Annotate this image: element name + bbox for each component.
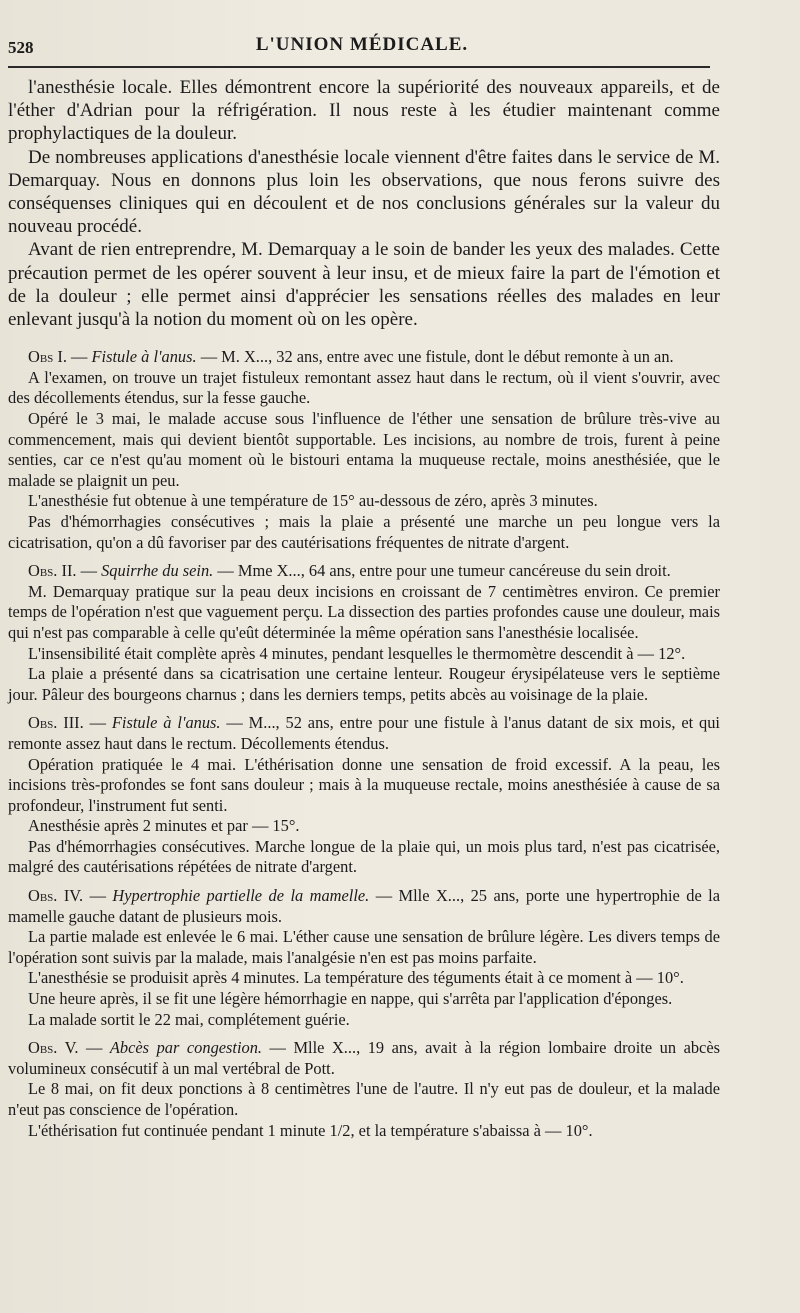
observation-paragraph: Anesthésie après 2 minutes et par — 15°. <box>28 816 300 836</box>
observation-number: Obs. II. <box>28 561 77 581</box>
observation-heading: Obs. IV. — Hypertrophie partielle de la mamelle. — Mlle X..., 25 ans, porte une hypertrophie de la mamelle gauche datant de plusieurs mois. <box>8 886 721 926</box>
intro-paragraph: l'anesthésie locale. Elles démontrent encore la supériorité des nouveaux appareils, et de l'éther d'Adrian pour la réfrigération. Il nous reste à les étudier maintenant comme prophylactiques de la douleur. <box>8 77 720 145</box>
observation-heading: Obs. V. — Abcès par congestion. — Mlle X..., 19 ans, avait à la région lombaire droite un abcès volumineux consécutif à un mal vertébral de Pott. <box>8 1038 720 1078</box>
observation-lead: — M. X..., 32 ans, entre avec une fistule, dont le début remonte à un an. <box>196 347 674 367</box>
observation-heading: Obs I. — Fistule à l'anus. — M. X..., 32 ans, entre avec une fistule, dont le début remonte à un an. <box>28 347 674 367</box>
observation-lead: — Mlle X..., 19 ans, avait à la région lombaire droite un abcès volumineux consécutif à un mal vertébral de Pott. <box>8 1038 720 1078</box>
observation-paragraph: La plaie a présenté dans sa cicatrisation une certaine lenteur. Rougeur érysipélateuse vers le septième jour. Pâleur des bourgeons charnus ; dans les derniers temps, petits abcès au voisinage de la plaie. <box>8 664 720 704</box>
observation-lead: — Mlle X..., 25 ans, porte une hypertrophie de la mamelle gauche datant de plusieurs mois. <box>8 886 721 926</box>
observation-disease: Hypertrophie partielle de la mamelle. <box>112 886 370 906</box>
observation-paragraph: L'anesthésie se produisit après 4 minutes. La température des téguments était à ce moment à — 10°. <box>28 968 684 988</box>
observation-paragraph: Pas d'hémorrhagies consécutives. Marche longue de la plaie qui, un mois plus tard, n'est pas cicatrisée, malgré des cautérisations répétées de nitrate d'argent. <box>8 836 720 877</box>
observation-2 <box>8 561 720 705</box>
observation-paragraph: A l'examen, on trouve un trajet fistuleux remontant assez haut dans le rectum, où il vient s'ouvrir, avec des décollements étendus, sur la fesse gauche. <box>8 367 720 408</box>
observation-5 <box>8 1038 720 1141</box>
observation-paragraph: Une heure après, il se fit une légère hémorrhagie en nappe, qui s'arrêta par l'application d'éponges. <box>28 989 673 1009</box>
observation-paragraph: La partie malade est enlevée le 6 mai. L'éther cause une sensation de brûlure légère. Les divers temps de l'opération sont suivis par la malade, mais l'analgésie n'en est pas moins parfaite. <box>8 927 720 967</box>
intro-section <box>8 76 720 331</box>
observation-paragraph: L'insensibilité était complète après 4 minutes, pendant lesquelles le thermomètre descendit à — 12°. <box>28 643 686 663</box>
observation-disease: Fistule à l'anus. <box>91 347 197 367</box>
observation-heading: Obs. III. — Fistule à l'anus. — M..., 52 ans, entre pour une fistule à l'anus datant de six mois, et qui remonte assez haut dans le rectum. Décollements étendus. <box>8 713 720 753</box>
article-body <box>8 76 720 1141</box>
page-header <box>8 32 716 62</box>
observation-1 <box>8 347 720 553</box>
observation-number: Obs. III. <box>28 713 84 733</box>
observation-heading: Obs. II. — Squirrhe du sein. — Mme X..., 64 ans, entre pour une tumeur cancéreuse du sein droit. <box>28 561 671 581</box>
observation-lead: — M..., 52 ans, entre pour une fistule à l'anus datant de six mois, et qui remonte assez haut dans le rectum. Décollements étendus. <box>8 713 720 753</box>
observation-number: Obs. IV. <box>28 886 84 906</box>
observation-paragraph: L'anesthésie fut obtenue à une température de 15° au-dessous de zéro, après 3 minutes. <box>28 491 598 511</box>
intro-paragraph: Avant de rien entreprendre, M. Demarquay a le soin de bander les yeux des malades. Cette précaution permet de les opérer souvent à leur insu, et de mieux faire la part de l'émotion et de la douleur ; elle permet ainsi d'apprécier les sensations réelles des malades en leur enlevant jusqu'à la notion du moment où on les opère. <box>8 239 720 331</box>
observation-paragraph: Opération pratiquée le 4 mai. L'éthérisation donne une sensation de froid excessif. A la peau, les incisions très-profondes se font sans douleur ; mais à la muqueuse rectale, moins anesthésiée à cause de sa profondeur, l'instrument fut senti. <box>8 754 720 815</box>
observation-4 <box>8 886 720 1030</box>
observation-disease: Squirrhe du sein. <box>101 561 214 581</box>
observation-disease: Fistule à l'anus. <box>111 713 221 733</box>
observation-paragraph: Pas d'hémorrhagies consécutives ; mais la plaie a présenté une marche un peu longue vers la cicatrisation, qu'on a dû favoriser par des cautérisations fréquentes de nitrate d'argent. <box>8 511 720 552</box>
observation-paragraph: Opéré le 3 mai, le malade accuse sous l'influence de l'éther une sensation de brûlure très-vive au commencement, mais qui devient bientôt supportable. Les incisions, au nombre de trois, furent à peine senties, car ce n'est qu'au moment où le bistouri entama la muqueuse rectale, moins anesthésiée, que le malade se plaignit un peu. <box>8 409 720 490</box>
observation-number: Obs. V. <box>28 1038 79 1058</box>
page-number: 528 <box>8 38 34 57</box>
header-rule <box>8 66 710 68</box>
observation-paragraph: L'éthérisation fut continuée pendant 1 minute 1/2, et la température s'abaissa à — 10°. <box>28 1120 593 1140</box>
intro-paragraph: De nombreuses applications d'anesthésie locale viennent d'être faites dans le service de M. Demarquay. Nous en donnons plus loin les observations, que nous ferons suivre des conséquenses cliniques qui en découlent et de nos conclusions générales sur la valeur du nouveau procédé. <box>8 146 720 238</box>
observation-3 <box>8 713 720 878</box>
observation-paragraph: M. Demarquay pratique sur la peau deux incisions en croissant de 7 centimètres environ. Ce premier temps de l'opération n'est que vaguement perçu. La dissection des parties profondes cause une douleur, mais qui n'est pas comparable à celle qu'eût déterminée la même opération sans l'anesthésie localisée. <box>8 581 720 642</box>
observation-paragraph: Le 8 mai, on fit deux ponctions à 8 centimètres l'une de l'autre. Il n'y eut pas de douleur, et la malade n'eut pas conscience de l'opération. <box>8 1079 720 1120</box>
observation-paragraph: La malade sortit le 22 mai, complétement guérie. <box>28 1009 350 1029</box>
running-title: L'UNION MÉDICALE. <box>255 34 469 55</box>
observation-disease: Abcès par congestion. <box>109 1038 263 1058</box>
observation-lead: — Mme X..., 64 ans, entre pour une tumeur cancéreuse du sein droit. <box>213 561 671 581</box>
observation-number: Obs I. <box>28 347 67 367</box>
